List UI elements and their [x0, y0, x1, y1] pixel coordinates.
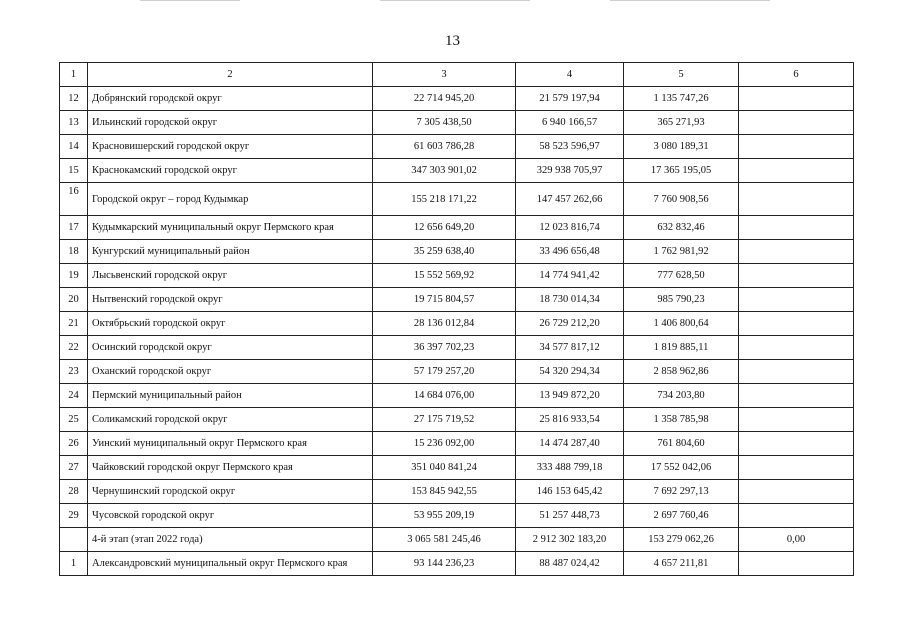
row-number-cell: 29	[60, 504, 88, 528]
row-number-cell: 18	[60, 240, 88, 264]
scan-edge-line	[380, 0, 530, 1]
row-number-cell: 24	[60, 384, 88, 408]
municipality-name-cell: Пермский муниципальный район	[88, 384, 373, 408]
municipality-name-cell: Оханский городской округ	[88, 360, 373, 384]
municipality-name-cell: Городской округ – город Кудымкар	[88, 183, 373, 216]
table-row	[60, 216, 854, 240]
row-number-cell: 25	[60, 408, 88, 432]
amount-col4-cell: 14 774 941,42	[516, 264, 624, 288]
table-row	[60, 159, 854, 183]
header-cell: 4	[516, 63, 624, 87]
table-row	[60, 504, 854, 528]
amount-col5-cell: 777 628,50	[624, 264, 739, 288]
municipality-name-cell: Чайковский городской округ Пермского края	[88, 456, 373, 480]
municipality-name-cell: Октябрьский городской округ	[88, 312, 373, 336]
municipality-name-cell: Красновишерский городской округ	[88, 135, 373, 159]
scan-edge-line	[140, 0, 240, 1]
amount-col4-cell: 6 940 166,57	[516, 111, 624, 135]
table-row	[60, 456, 854, 480]
table-row	[60, 312, 854, 336]
amount-col5-cell: 17 365 195,05	[624, 159, 739, 183]
municipality-name-cell: Лысьвенский городской округ	[88, 264, 373, 288]
row-number-cell: 22	[60, 336, 88, 360]
amount-col5-cell: 1 762 981,92	[624, 240, 739, 264]
table-row	[60, 240, 854, 264]
table-row	[60, 264, 854, 288]
amount-col6-cell	[739, 264, 854, 288]
municipality-name-cell: Чусовской городской округ	[88, 504, 373, 528]
amount-col4-cell: 88 487 024,42	[516, 552, 624, 576]
amount-col6-cell	[739, 111, 854, 135]
amount-col6-cell	[739, 456, 854, 480]
amount-col6-cell	[739, 159, 854, 183]
amount-col4-cell: 2 912 302 183,20	[516, 528, 624, 552]
amount-col5-cell: 365 271,93	[624, 111, 739, 135]
header-cell: 3	[373, 63, 516, 87]
row-number-cell	[60, 528, 88, 552]
table-row	[60, 480, 854, 504]
table-row	[60, 288, 854, 312]
amount-col6-cell	[739, 183, 854, 216]
amount-col5-cell: 2 697 760,46	[624, 504, 739, 528]
amount-col5-cell: 4 657 211,81	[624, 552, 739, 576]
amount-col4-cell: 329 938 705,97	[516, 159, 624, 183]
amount-col4-cell: 13 949 872,20	[516, 384, 624, 408]
table-row	[60, 111, 854, 135]
row-number-cell: 14	[60, 135, 88, 159]
amount-col4-cell: 12 023 816,74	[516, 216, 624, 240]
row-number-cell: 16	[60, 183, 88, 216]
amount-col3-cell: 61 603 786,28	[373, 135, 516, 159]
table-row	[60, 135, 854, 159]
amount-col5-cell: 7 692 297,13	[624, 480, 739, 504]
amount-col3-cell: 15 552 569,92	[373, 264, 516, 288]
table-row	[60, 87, 854, 111]
amount-col3-cell: 15 236 092,00	[373, 432, 516, 456]
amount-col3-cell: 57 179 257,20	[373, 360, 516, 384]
amount-col6-cell: 0,00	[739, 528, 854, 552]
row-number-cell: 26	[60, 432, 88, 456]
amount-col4-cell: 14 474 287,40	[516, 432, 624, 456]
amount-col4-cell: 333 488 799,18	[516, 456, 624, 480]
amount-col3-cell: 14 684 076,00	[373, 384, 516, 408]
amount-col3-cell: 347 303 901,02	[373, 159, 516, 183]
amount-col3-cell: 93 144 236,23	[373, 552, 516, 576]
amount-col3-cell: 12 656 649,20	[373, 216, 516, 240]
amount-col4-cell: 25 816 933,54	[516, 408, 624, 432]
header-cell: 5	[624, 63, 739, 87]
amount-col6-cell	[739, 552, 854, 576]
amount-col3-cell: 351 040 841,24	[373, 456, 516, 480]
row-number-cell: 19	[60, 264, 88, 288]
page-number: 13	[445, 33, 460, 49]
row-number-cell: 13	[60, 111, 88, 135]
amount-col3-cell: 36 397 702,23	[373, 336, 516, 360]
table-row	[60, 183, 854, 216]
amount-col6-cell	[739, 408, 854, 432]
amount-col6-cell	[739, 312, 854, 336]
amount-col3-cell: 153 845 942,55	[373, 480, 516, 504]
amount-col4-cell: 51 257 448,73	[516, 504, 624, 528]
amount-col3-cell: 22 714 945,20	[373, 87, 516, 111]
amount-col5-cell: 1 358 785,98	[624, 408, 739, 432]
table-row	[60, 552, 854, 576]
municipality-name-cell: 4-й этап (этап 2022 года)	[88, 528, 373, 552]
amount-col6-cell	[739, 288, 854, 312]
municipality-name-cell: Александровский муниципальный округ Пермского края	[88, 552, 373, 576]
amount-col3-cell: 7 305 438,50	[373, 111, 516, 135]
amount-col6-cell	[739, 504, 854, 528]
municipality-name-cell: Ильинский городской округ	[88, 111, 373, 135]
amount-col3-cell: 3 065 581 245,46	[373, 528, 516, 552]
amount-col5-cell: 734 203,80	[624, 384, 739, 408]
amount-col5-cell: 1 406 800,64	[624, 312, 739, 336]
municipality-name-cell: Кунгурский муниципальный район	[88, 240, 373, 264]
amount-col6-cell	[739, 432, 854, 456]
row-number-cell: 28	[60, 480, 88, 504]
row-number-cell: 1	[60, 552, 88, 576]
amount-col4-cell: 26 729 212,20	[516, 312, 624, 336]
amount-col4-cell: 147 457 262,66	[516, 183, 624, 216]
amount-col5-cell: 632 832,46	[624, 216, 739, 240]
row-number-cell: 20	[60, 288, 88, 312]
amount-col5-cell: 1 819 885,11	[624, 336, 739, 360]
municipality-name-cell: Краснокамский городской округ	[88, 159, 373, 183]
amount-col4-cell: 146 153 645,42	[516, 480, 624, 504]
table-row	[60, 528, 854, 552]
amount-col3-cell: 27 175 719,52	[373, 408, 516, 432]
municipality-name-cell: Кудымкарский муниципальный округ Пермского края	[88, 216, 373, 240]
row-number-cell: 23	[60, 360, 88, 384]
row-number-cell: 17	[60, 216, 88, 240]
municipality-name-cell: Соликамский городской округ	[88, 408, 373, 432]
municipality-name-cell: Чернушинский городской округ	[88, 480, 373, 504]
municipality-name-cell: Уинский муниципальный округ Пермского края	[88, 432, 373, 456]
header-cell: 2	[88, 63, 373, 87]
amount-col4-cell: 58 523 596,97	[516, 135, 624, 159]
amount-col3-cell: 19 715 804,57	[373, 288, 516, 312]
amount-col5-cell: 17 552 042,06	[624, 456, 739, 480]
amount-col6-cell	[739, 135, 854, 159]
amount-col4-cell: 34 577 817,12	[516, 336, 624, 360]
amount-col6-cell	[739, 336, 854, 360]
amount-col4-cell: 18 730 014,34	[516, 288, 624, 312]
amount-col5-cell: 2 858 962,86	[624, 360, 739, 384]
header-cell: 6	[739, 63, 854, 87]
amount-col5-cell: 761 804,60	[624, 432, 739, 456]
amount-col3-cell: 155 218 171,22	[373, 183, 516, 216]
amount-col4-cell: 33 496 656,48	[516, 240, 624, 264]
amount-col3-cell: 28 136 012,84	[373, 312, 516, 336]
amount-col4-cell: 54 320 294,34	[516, 360, 624, 384]
row-number-cell: 27	[60, 456, 88, 480]
amount-col6-cell	[739, 216, 854, 240]
amount-col5-cell: 7 760 908,56	[624, 183, 739, 216]
header-cell: 1	[60, 63, 88, 87]
municipality-name-cell: Нытвенский городской округ	[88, 288, 373, 312]
amount-col5-cell: 153 279 062,26	[624, 528, 739, 552]
table-row	[60, 360, 854, 384]
municipality-name-cell: Осинский городской округ	[88, 336, 373, 360]
table-row	[60, 432, 854, 456]
table-row	[60, 336, 854, 360]
amount-col5-cell: 985 790,23	[624, 288, 739, 312]
amount-col4-cell: 21 579 197,94	[516, 87, 624, 111]
amount-col6-cell	[739, 480, 854, 504]
amount-col6-cell	[739, 360, 854, 384]
amount-col5-cell: 1 135 747,26	[624, 87, 739, 111]
amount-col3-cell: 35 259 638,40	[373, 240, 516, 264]
header-row	[60, 63, 854, 87]
amount-col5-cell: 3 080 189,31	[624, 135, 739, 159]
amount-col6-cell	[739, 384, 854, 408]
row-number-cell: 12	[60, 87, 88, 111]
table-row	[60, 384, 854, 408]
table-row	[60, 408, 854, 432]
row-number-cell: 15	[60, 159, 88, 183]
amount-col6-cell	[739, 87, 854, 111]
row-number-cell: 21	[60, 312, 88, 336]
amount-col3-cell: 53 955 209,19	[373, 504, 516, 528]
amount-col6-cell	[739, 240, 854, 264]
municipality-name-cell: Добрянский городской округ	[88, 87, 373, 111]
scan-edge-line	[610, 0, 770, 1]
budget-table	[59, 62, 854, 576]
